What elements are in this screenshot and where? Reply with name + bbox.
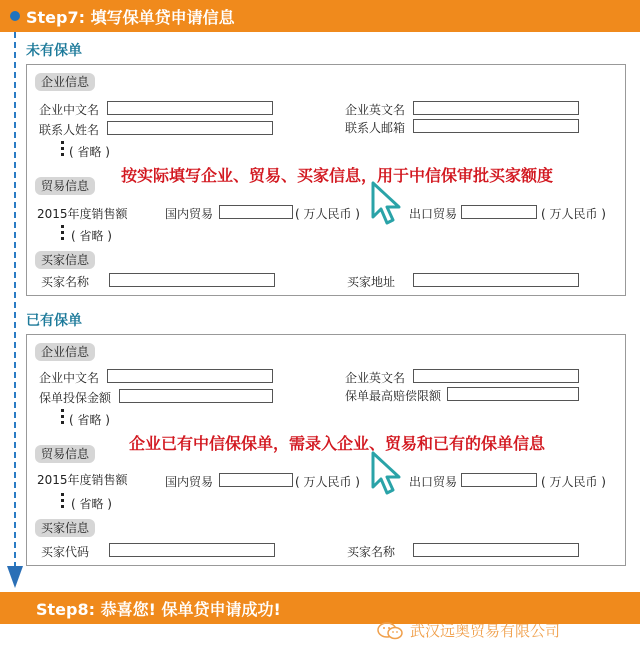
domestic-trade-label: 国内贸易 bbox=[165, 475, 214, 489]
export-unit-label: ( 万人民币 ) bbox=[541, 207, 606, 221]
omit-text: ( 省略 ) bbox=[69, 145, 110, 159]
company-cn-name-label: 企业中文名 bbox=[39, 371, 100, 385]
timeline-line bbox=[14, 32, 16, 568]
contact-name-input[interactable] bbox=[107, 121, 273, 135]
no-policy-title: 未有保单 bbox=[26, 43, 82, 59]
domestic-trade-label: 国内贸易 bbox=[165, 207, 214, 221]
company-info-tag: 企业信息 bbox=[35, 343, 95, 361]
export-trade-input[interactable] bbox=[461, 473, 537, 487]
company-en-name-label: 企业英文名 bbox=[345, 371, 406, 385]
step7-banner bbox=[0, 0, 640, 32]
company-cn-name-input[interactable] bbox=[107, 101, 273, 115]
sales-2015-label: 2015年度销售额 bbox=[37, 207, 128, 221]
buyer-name-label: 买家名称 bbox=[347, 545, 396, 559]
omit-text: ( 省略 ) bbox=[69, 413, 110, 427]
contact-email-label: 联系人邮箱 bbox=[345, 121, 406, 135]
buyer-code-input[interactable] bbox=[109, 543, 275, 557]
ellipsis-icon bbox=[61, 225, 64, 241]
domestic-trade-input[interactable] bbox=[219, 205, 293, 219]
has-policy-note: 企业已有中信保保单，需录入企业、贸易和已有的保单信息 bbox=[129, 434, 546, 453]
domestic-trade-input[interactable] bbox=[219, 473, 293, 487]
buyer-name-input[interactable] bbox=[413, 543, 579, 557]
wechat-icon bbox=[376, 621, 404, 641]
policy-max-compensation-input[interactable] bbox=[447, 387, 579, 401]
company-en-name-input[interactable] bbox=[413, 101, 579, 115]
ellipsis-icon bbox=[61, 409, 64, 425]
buyer-info-tag: 买家信息 bbox=[35, 251, 95, 269]
buyer-info-tag: 买家信息 bbox=[35, 519, 95, 537]
company-cn-name-label: 企业中文名 bbox=[39, 103, 100, 117]
step8-title: Step8: 恭喜您! 保单贷申请成功! bbox=[36, 599, 281, 619]
trade-info-tag: 贸易信息 bbox=[35, 445, 95, 463]
timeline-arrow-icon bbox=[7, 566, 23, 588]
sales-2015-label: 2015年度销售额 bbox=[37, 473, 128, 487]
company-cn-name-input[interactable] bbox=[107, 369, 273, 383]
has-policy-title: 已有保单 bbox=[26, 313, 82, 329]
watermark-text: 武汉远奥贸易有限公司 bbox=[410, 622, 561, 640]
export-trade-label: 出口贸易 bbox=[409, 475, 458, 489]
has-policy-panel bbox=[26, 334, 626, 566]
export-unit-label: ( 万人民币 ) bbox=[541, 475, 606, 489]
policy-deposit-input[interactable] bbox=[119, 389, 273, 403]
company-en-name-label: 企业英文名 bbox=[345, 103, 406, 117]
no-policy-panel bbox=[26, 64, 626, 296]
policy-max-compensation-label: 保单最高赔偿限额 bbox=[345, 389, 442, 403]
buyer-name-input[interactable] bbox=[109, 273, 275, 287]
export-trade-label: 出口贸易 bbox=[409, 207, 458, 221]
domestic-unit-label: ( 万人民币 ) bbox=[295, 207, 360, 221]
company-en-name-input[interactable] bbox=[413, 369, 579, 383]
domestic-unit-label: ( 万人民币 ) bbox=[295, 475, 360, 489]
omit-text: ( 省略 ) bbox=[71, 497, 112, 511]
trade-info-tag: 贸易信息 bbox=[35, 177, 95, 195]
buyer-address-input[interactable] bbox=[413, 273, 579, 287]
contact-email-input[interactable] bbox=[413, 119, 579, 133]
timeline-dot-icon bbox=[10, 11, 20, 21]
no-policy-note: 按实际填写企业、贸易、买家信息，用于中信保审批买家额度 bbox=[121, 166, 554, 185]
buyer-name-label: 买家名称 bbox=[41, 275, 90, 289]
export-trade-input[interactable] bbox=[461, 205, 537, 219]
buyer-address-label: 买家地址 bbox=[347, 275, 396, 289]
pointer-cursor-icon bbox=[369, 451, 403, 495]
contact-name-label: 联系人姓名 bbox=[39, 123, 100, 137]
watermark bbox=[376, 620, 560, 641]
company-info-tag: 企业信息 bbox=[35, 73, 95, 91]
omit-text: ( 省略 ) bbox=[71, 229, 112, 243]
buyer-code-label: 买家代码 bbox=[41, 545, 90, 559]
ellipsis-icon bbox=[61, 493, 64, 509]
policy-deposit-label: 保单投保金额 bbox=[39, 391, 112, 405]
pointer-cursor-icon bbox=[369, 181, 403, 225]
ellipsis-icon bbox=[61, 141, 64, 157]
step7-title: Step7: 填写保单贷申请信息 bbox=[26, 7, 235, 27]
